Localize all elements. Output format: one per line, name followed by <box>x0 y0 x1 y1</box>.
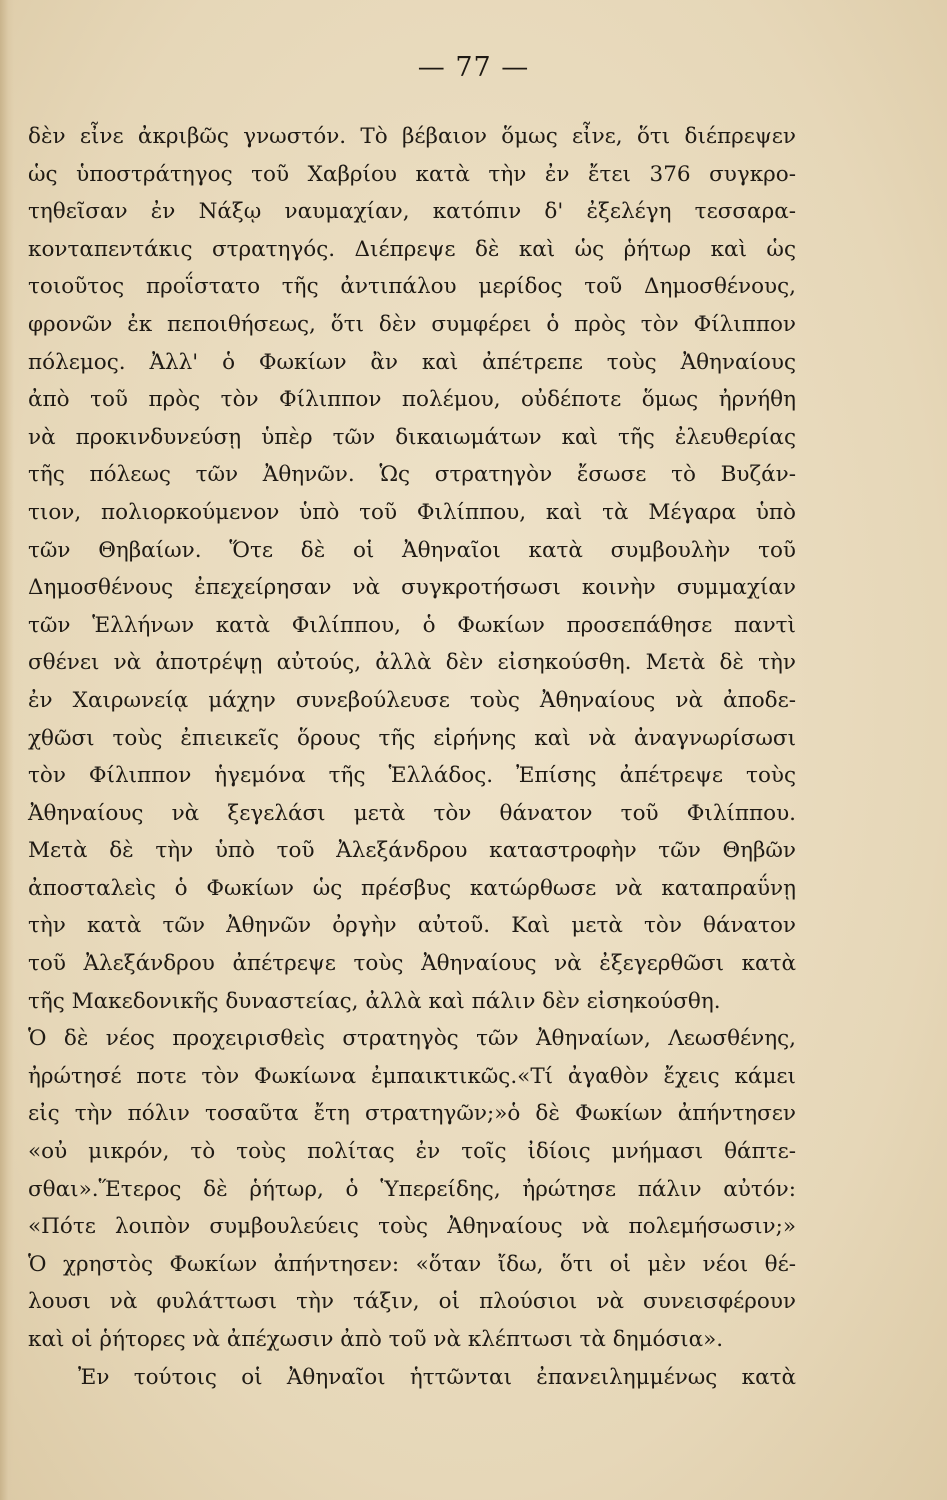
text-line: χθῶσι τοὺς ἐπιεικεῖς ὅρους τῆς εἰρήνης καὶ νὰ ἀναγνωρίσωσι <box>28 725 796 751</box>
text-line: Μετὰ δὲ τὴν ὑπὸ τοῦ Ἀλεξάνδρου καταστροφὴν τῶν Θηβῶν <box>28 838 796 864</box>
text-line: καὶ οἱ ῥήτορες νὰ ἀπέχωσιν ἀπὸ τοῦ νὰ κλέπτωσι τὰ δημόσια». <box>28 1327 724 1352</box>
text-line: κονταπεντάκις στρατηγός. Διέπρεψε δὲ καὶ ὡς ῥήτωρ καὶ ὡς <box>28 236 796 262</box>
text-line: Ὁ χρηστὸς Φωκίων ἀπήντησεν: «ὅταν ἴδω, ὅτι οἱ μὲν νέοι θέ- <box>28 1251 796 1277</box>
text-line: Ὁ δὲ νέος προχειρισθεὶς στρατηγὸς τῶν Ἀθηναίων, Λεωσθένης, <box>28 1026 796 1052</box>
page-gutter-shadow <box>0 0 14 1500</box>
text-line: Ἀθηναίους νὰ ξεγελάσι μετὰ τὸν θάνατον τοῦ Φιλίππου. <box>28 800 796 826</box>
text-line: τῶν Θηβαίων. Ὅτε δὲ οἱ Ἀθηναῖοι κατὰ συμβουλὴν τοῦ <box>28 537 796 563</box>
text-line: τῆς Μακεδονικῆς δυναστείας, ἀλλὰ καὶ πάλιν δὲν εἰσηκούσθη. <box>28 988 721 1014</box>
text-line: πόλεμος. Ἀλλ' ὁ Φωκίων ἂν καὶ ἀπέτρεπε τοὺς Ἀθηναίους <box>28 349 796 375</box>
text-line: Ἐν τούτοις οἱ Ἀθηναῖοι ἡττῶνται ἐπανειλημμένως κατὰ <box>78 1364 796 1390</box>
text-line: σθένει νὰ ἀποτρέψῃ αὐτούς, ἀλλὰ δὲν εἰσηκούσθη. Μετὰ δὲ τὴν <box>28 650 796 676</box>
text-line: τοῦ Ἀλεξάνδρου ἀπέτρεψε τοὺς Ἀθηναίους νὰ ἐξεγερθῶσι κατὰ <box>28 951 796 977</box>
text-line: δὲν εἶνε ἀκριβῶς γνωστόν. Τὸ βέβαιον ὅμως εἶνε, ὅτι διέπρεψεν <box>28 124 796 149</box>
text-line: λουσι νὰ φυλάττωσι τὴν τάξιν, οἱ πλούσιοι νὰ συνεισφέρουν <box>28 1289 796 1315</box>
text-line: ἀπὸ τοῦ πρὸς τὸν Φίλιππον πολέμου, οὐδέποτε ὅμως ἠρνήθη <box>28 387 796 413</box>
text-line: τὸν Φίλιππον ἡγεμόνα τῆς Ἑλλάδος. Ἐπίσης ἀπέτρεψε τοὺς <box>28 763 796 789</box>
text-line: τιον, πολιορκούμενον ὑπὸ τοῦ Φιλίππου, καὶ τὰ Μέγαρα ὑπὸ <box>28 499 796 525</box>
text-line: εἰς τὴν πόλιν τοσαῦτα ἔτη στρατηγῶν;»ὁ δὲ Φωκίων ἀπήντησεν <box>28 1101 796 1127</box>
text-line: τηθεῖσαν ἐν Νάξῳ ναυμαχίαν, κατόπιν δ' ἐξελέγη τεσσαρα- <box>28 199 796 225</box>
text-line: τὴν κατὰ τῶν Ἀθηνῶν ὀργὴν αὐτοῦ. Καὶ μετὰ τὸν θάνατον <box>28 913 796 939</box>
text-line: ἐν Χαιρωνείᾳ μάχην συνεβούλευσε τοὺς Ἀθηναίους νὰ ἀποδε- <box>28 687 796 713</box>
text-line: «Πότε λοιπὸν συμβουλεύεις τοὺς Ἀθηναίους νὰ πολεμήσωσιν;» <box>28 1214 796 1240</box>
text-line: ἠρώτησέ ποτε τὸν Φωκίωνα ἐμπαικτικῶς.«Τί ἀγαθὸν ἔχεις κάμει <box>28 1063 796 1089</box>
text-line: νὰ προκινδυνεύσῃ ὑπὲρ τῶν δικαιωμάτων καὶ τῆς ἐλευθερίας <box>28 424 796 450</box>
body-text <box>28 118 796 1396</box>
text-line: σθαι».Ἕτερος δὲ ῥήτωρ, ὁ Ὑπερείδης, ἠρώτησε πάλιν αὐτόν: <box>28 1176 796 1202</box>
text-line: τῶν Ἑλλήνων κατὰ Φιλίππου, ὁ Φωκίων προσεπάθησε παντὶ <box>28 612 796 638</box>
text-line: φρονῶν ἐκ πεποιθήσεως, ὅτι δὲν συμφέρει ὁ πρὸς τὸν Φίλιππον <box>28 311 796 337</box>
text-line: ἀποσταλεὶς ὁ Φωκίων ὡς πρέσβυς κατώρθωσε νὰ καταπραΰνῃ <box>28 875 796 901</box>
text-line: ὡς ὑποστράτηγος τοῦ Χαβρίου κατὰ τὴν ἐν ἔτει 376 συγκρο- <box>28 161 796 187</box>
text-line: «οὐ μικρόν, τὸ τοὺς πολίτας ἐν τοῖς ἰδίοις μνήμασι θάπτε- <box>28 1139 796 1165</box>
text-line: τοιοῦτος προΐστατο τῆς ἀντιπάλου μερίδος τοῦ Δημοσθένους, <box>28 274 796 300</box>
text-line: τῆς πόλεως τῶν Ἀθηνῶν. Ὡς στρατηγὸν ἔσωσε τὸ Βυζάν- <box>28 462 796 488</box>
page-number: — 77 — <box>417 52 530 83</box>
text-line: Δημοσθένους ἐπεχείρησαν νὰ συγκροτήσωσι κοινὴν συμμαχίαν <box>28 575 796 601</box>
